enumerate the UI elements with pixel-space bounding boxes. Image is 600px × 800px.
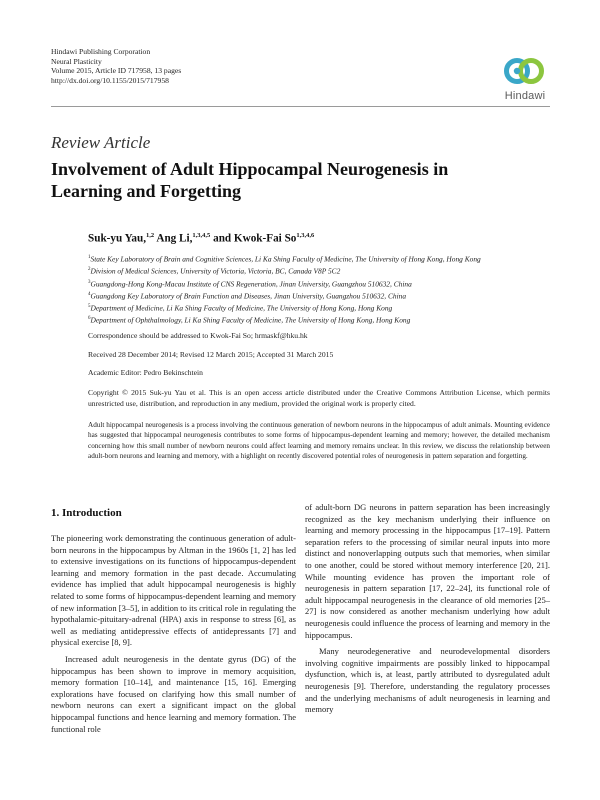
body-paragraph: Many neurodegenerative and neurodevelopmental disorders involving cognitive impairments are possibly linked to hippocampal dysfunction, which is, at least, partly attributed to dysregulated adult neurogenesis [9]. Therefore, understanding the regulatory processes and the underlying mechanisms of adult neurogenesis in learning and memory <box>305 646 550 715</box>
author-affiliation-marker: 1,3,4,5 <box>192 232 211 239</box>
affiliation-text: Guangdong-Hong Kong-Macau Institute of CNS Regeneration, Jinan University, Guangzhou 510632, China <box>90 279 412 288</box>
affiliation-text: Guangdong Key Laboratory of Brain Function and Diseases, Jinan University, Guangzhou 510632, China <box>90 291 407 301</box>
section-heading: 1. Introduction <box>51 507 122 519</box>
submission-dates: Received 28 December 2014; Revised 12 March 2015; Accepted 31 March 2015 <box>88 350 334 359</box>
header-divider <box>51 106 550 107</box>
affiliation-text: Division of Medical Sciences, University of Victoria, Victoria, BC, Canada V8P 5C2 <box>90 266 341 276</box>
article-title: Involvement of Adult Hippocampal Neurogenesis in Learning and Forgetting <box>51 159 449 201</box>
affiliation-number: 3 <box>88 279 91 285</box>
affiliation-text: Department of Medicine, Li Ka Shing Faculty of Medicine, The University of Hong Kong, Hong Kong <box>90 303 393 313</box>
abstract: Adult hippocampal neurogenesis is a process involving the continuous generation of newborn neurons in the hippocampus of adult animals. Mounting evidence has suggested that hippocampal neurogenesis contributes to some forms of hippocampus-dependent learning and memory; however, the detailed mechanism concerning how this small number of newborn neurons could affect learning and memory remains unclear. In this review, we discuss the relationship between adult-born neurons and learning and memory, with a highlight on recently discovered potential roles of neurogenesis in pattern separation and forgetting. <box>88 421 550 461</box>
author-name: and Kwok-Fai So <box>213 232 297 245</box>
affiliation-number: 6 <box>88 316 91 322</box>
journal-name: Neural Plasticity <box>51 56 102 66</box>
affiliation-text: State Key Laboratory of Brain and Cognitive Sciences, Li Ka Shing Faculty of Medicine, The University of Hong Kong, Hong Kong <box>90 254 481 264</box>
publisher-name: Hindawi Publishing Corporation <box>51 47 151 56</box>
affiliation-number: 4 <box>88 291 91 297</box>
hindawi-logo-text: Hindawi <box>504 90 546 102</box>
doi-link[interactable]: http://dx.doi.org/10.1155/2015/717958 <box>51 75 169 85</box>
journal-info <box>51 47 181 85</box>
affiliation-item <box>88 265 558 277</box>
academic-editor: Academic Editor: Pedro Bekinschtein <box>88 368 203 377</box>
body-paragraph: Increased adult neurogenesis in the dentate gyrus (DG) of the hippocampus has been shown to improve in memory acquisition, memory formation [10–14], and maintenance [15, 16]. Emerging explorations have focused on clarifying how this small number of newborn neurons can exert a significant impact on the global hippocampal functions and hence learning and memory formation. The functional role <box>51 653 296 734</box>
affiliation-list <box>88 253 558 327</box>
affiliation-number: 1 <box>88 255 91 260</box>
affiliation-item <box>88 290 558 302</box>
author-list <box>88 232 314 245</box>
body-paragraph: The pioneering work demonstrating the continuous generation of adult-born neurons in the hippocampus by Altman in the 1960s [1, 2] has led to extensive investigations on its functions of hippocampus-dependent learning and memory formation in the past decade. Accumulating evidence has implied that adult hippocampal neurogenesis is highly related to some forms of hippocampus-dependent learning and memory of new information [3–5], in addition to its critical role in regulating the hypothalamic-pituitary-adrenal (HPA) axis in response to stress [6], as well as mediating antidepressive effects of antidepressants [7] and physical exercise [8, 9]. <box>51 533 296 648</box>
affiliation-item <box>88 314 558 326</box>
author-name: Suk-yu Yau, <box>88 232 147 245</box>
volume-info: Volume 2015, Article ID 717958, 13 pages <box>51 66 182 76</box>
copyright-notice: Copyright © 2015 Suk-yu Yau et al. This is an open access article distributed under the Creative Commons Attribution License, which permits unrestricted use, distribution, and reproduction in any medium, provided the original work is properly cited. <box>88 388 550 408</box>
body-column-right <box>305 502 550 721</box>
author-affiliation-marker: 1,3,4,6 <box>296 232 315 239</box>
affiliation-item <box>88 302 558 314</box>
affiliation-item <box>88 278 558 290</box>
article-type: Review Article <box>51 133 151 152</box>
body-column-left <box>51 533 296 740</box>
correspondence-note: Correspondence should be addressed to Kwok-Fai So; hrmaskf@hku.hk <box>88 331 308 340</box>
body-paragraph: of adult-born DG neurons in pattern separation has been increasingly recognized as the key mechanism underlying their influence on learning and memory processing in the hippocampus [17–19]. Pattern separation refers to the processing of similar neural inputs into more distinct and nonoverlapping outputs such that memories, when similar to one another, could be stored without memory interference [20, 21]. While mounting evidence has proven the important role of neurogenesis in pattern separation [17, 22–24], its functional role of adult hippocampal neurogenesis in the clearance of old memories [25–27] is now considered as another mechanism underlying how adult neurogenesis could influence the process of learning and memory in the hippocampus. <box>305 502 550 640</box>
affiliation-number: 2 <box>88 267 91 273</box>
affiliation-number: 5 <box>88 304 91 310</box>
author-name: Ang Li, <box>156 232 193 245</box>
affiliation-item <box>88 253 558 265</box>
affiliation-text: Department of Ophthalmology, Li Ka Shing Faculty of Medicine, The University of Hong Kong, Hong Kong <box>90 315 411 325</box>
author-affiliation-marker: 1,2 <box>146 232 155 239</box>
